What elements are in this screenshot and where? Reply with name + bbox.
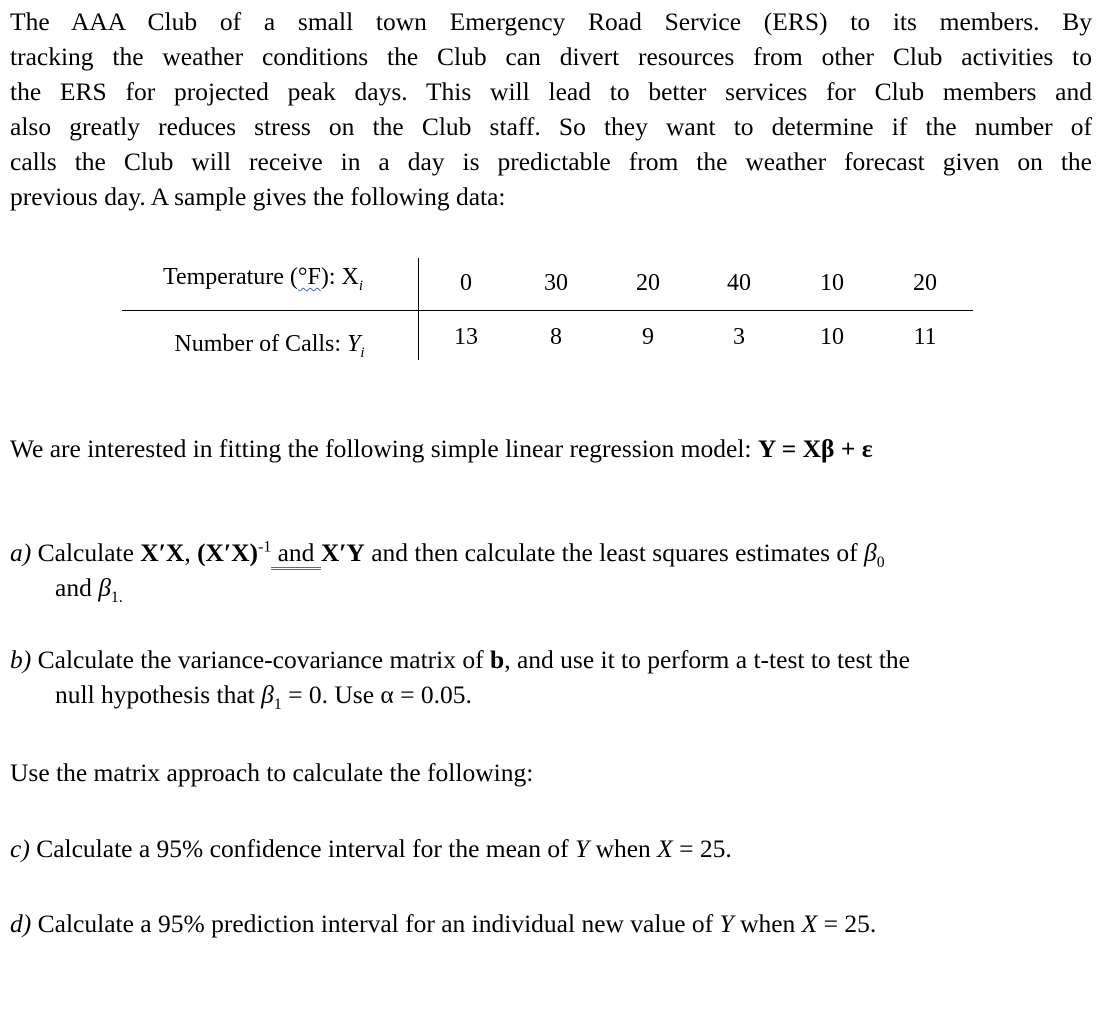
- model-statement: [10, 431, 873, 466]
- model-text: We are interested in fitting the following simple linear regression model:: [10, 434, 758, 463]
- x-cell: 20: [636, 270, 660, 296]
- subscript: 1.: [110, 589, 123, 607]
- x-cell: 0: [460, 270, 472, 296]
- intro-line: The AAA Club of a small town Emergency Road Service (ERS) to its members. By: [10, 7, 1092, 36]
- question-text: = 25.: [817, 909, 877, 938]
- beta-symbol: β: [864, 538, 877, 567]
- x-cell: 40: [727, 270, 751, 296]
- question-text: = 0. Use α = 0.05.: [281, 680, 472, 709]
- intro-line: also greatly reduces stress on the Club staff. So they want to determine if the number of: [10, 112, 1092, 141]
- question-c: [10, 831, 732, 866]
- question-text: ,: [184, 538, 198, 567]
- subscript: 0: [876, 554, 885, 572]
- y-cell: 11: [913, 324, 937, 350]
- y-cell: 3: [733, 324, 745, 350]
- beta-symbol: β: [261, 680, 274, 709]
- unit-text: °F: [297, 264, 321, 290]
- temperature-row-label: [128, 264, 398, 294]
- x-cell: 10: [820, 270, 844, 296]
- question-label: b): [10, 645, 32, 674]
- subscript: 1: [273, 696, 282, 714]
- intro-line: previous day. A sample gives the following data:: [10, 182, 506, 211]
- question-label: c): [10, 834, 30, 863]
- intro-paragraph: [10, 4, 1092, 214]
- subscript: i: [360, 344, 365, 361]
- label-text: ): X: [320, 264, 359, 290]
- subscript: i: [358, 277, 363, 294]
- table-vertical-divider: [418, 258, 419, 360]
- question-d: [10, 906, 876, 941]
- beta-symbol: β: [98, 573, 111, 602]
- question-label: d): [10, 909, 32, 938]
- question-text: , and use it to perform a t-test to test the: [504, 645, 910, 674]
- x-cell: 20: [913, 270, 937, 296]
- y-cell: 13: [454, 324, 478, 350]
- question-b: [10, 642, 910, 712]
- matrix-term: X′X: [140, 538, 185, 567]
- vector-term: b: [490, 645, 505, 674]
- y-cell: 10: [820, 324, 844, 350]
- model-equation: Y = Xβ + ε: [757, 434, 873, 463]
- question-text: and: [55, 573, 99, 602]
- question-label: a): [10, 538, 32, 567]
- variable: X: [657, 834, 673, 863]
- matrix-term: X′Y: [320, 538, 365, 567]
- question-text: Calculate the variance-covariance matrix of: [31, 645, 491, 674]
- variable: Y: [575, 834, 590, 863]
- matrix-term: (X′X): [197, 538, 259, 567]
- x-cell: 30: [544, 270, 568, 296]
- intro-line: tracking the weather conditions the Club can divert resources from other Club activities to: [10, 42, 1092, 71]
- question-a: [10, 535, 885, 605]
- question-text: = 25.: [672, 834, 732, 863]
- question-text: Calculate a 95% confidence interval for the mean of: [29, 834, 575, 863]
- variable: Y: [719, 909, 734, 938]
- question-text: when: [733, 909, 802, 938]
- label-text: Number of Calls:: [174, 331, 348, 357]
- y-cell: 9: [642, 324, 654, 350]
- question-text: and then calculate the least squares estimates of: [364, 538, 865, 567]
- question-text: when: [589, 834, 658, 863]
- matrix-approach-note: Use the matrix approach to calculate the following:: [10, 758, 534, 787]
- question-text: Calculate: [31, 538, 141, 567]
- data-table: [122, 258, 973, 360]
- question-text: null hypothesis that: [55, 680, 262, 709]
- variable: Y: [347, 331, 361, 357]
- table-horizontal-divider: [122, 310, 973, 311]
- question-text: and: [271, 538, 321, 570]
- question-text: Calculate a 95% prediction interval for an individual new value of: [31, 909, 720, 938]
- intro-line: calls the Club will receive in a day is predictable from the weather forecast given on the: [10, 147, 1092, 176]
- y-cell: 8: [550, 324, 562, 350]
- variable: X: [801, 909, 818, 938]
- intro-line: the ERS for projected peak days. This will lead to better services for Club members and: [10, 77, 1092, 106]
- superscript: -1: [258, 538, 272, 556]
- label-text: Temperature (: [163, 264, 298, 290]
- calls-row-label: [142, 331, 397, 361]
